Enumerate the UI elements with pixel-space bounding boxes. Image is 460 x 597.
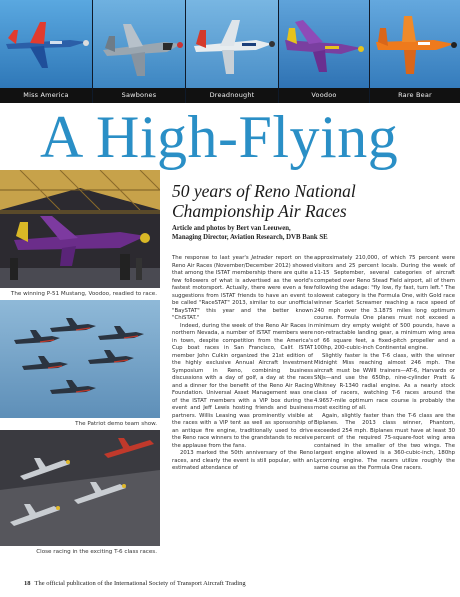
page-footer — [24, 580, 454, 587]
byline-line-2: Managing Director, Aviation Research, DVB Bank SE — [172, 234, 328, 242]
photo-strip — [0, 0, 460, 103]
col1-paragraph-2: Indeed, during the week of the Reno Air Races in northern Nevada, a number of ISTAT members were in town, despite competition from the America's Cup boat races in San Francisco, Calif. ISTAT member John Culkin organized the 21st edition of the highly exclusive Annual Aircraft Investment Symposium in Reno, combining business discussions with a day of golf, a day at the races and a dinner for the benefit of the Reno Air Racing Foundation. Universal Asset Management was one of the ISTAT members with a VIP box during the event and Jeff Lewis hosting friends and business partners. Willis Leasing was prominently visible at the races with a VIP tent as well as sponsorship of an antique fire engine, traditionally used to drive the Reno race winners to the grandstands to receive the applause from the fans. — [172, 322, 313, 449]
voodoo-photo — [279, 0, 369, 88]
title-line-2: Championship Air Races — [172, 201, 347, 221]
col2-paragraph-2: Slightly faster is the T-6 class, with the winner Midnight Miss reaching almost 246 mph. The aircraft must be WWII trainers—AT-6, Harvards or SNJs—and use the 650hp, nine-cylinder Pratt & Whitney R-1340 radial engine. As a nearly stock class of racers, watching T-6 races around the 4.9657-mile optimum race course is probably the most exciting of all. — [314, 352, 455, 411]
title-line-1: 50 years of Reno National — [172, 181, 356, 201]
body-column-1 — [172, 255, 313, 473]
col1-p1-italic: Jetrader — [251, 255, 273, 261]
col1-paragraph-1 — [172, 255, 313, 323]
caption-voodoo: Voodoo — [279, 88, 369, 103]
page-number: 18 — [24, 580, 31, 587]
caption-sawbones: Sawbones — [93, 88, 185, 103]
miss-america-photo — [0, 0, 92, 88]
photo-tile-voodoo — [279, 0, 369, 103]
photo-tile-sawbones — [93, 0, 185, 103]
footer-text: The official publication of the International Society of Transport Aircraft Trading — [34, 580, 246, 587]
byline — [172, 224, 457, 242]
sawbones-photo — [93, 0, 185, 88]
caption-rare-bear: Rare Bear — [370, 88, 460, 103]
col1-p1-text-a: The response to last year's — [172, 255, 252, 261]
col1-paragraph-3: 2013 marked the 50th anniversary of the Reno races, and clearly the event is still popular, with an estimated attendance of — [172, 450, 313, 471]
photo-tile-miss-america — [0, 0, 92, 103]
t6-racers-photo — [0, 430, 160, 546]
col1-p1-text-b: report on the Reno Air Races (November/December 2012) showed that among the ISTAT membership there are quite a few followers of what is advertised as the world's fastest motorsport. Actually, there were even a few suggestions from ISTAT friends to have an event to be called "RaceSTAT" 2013, similar to our unofficial "BaySTAT" this year and the better known "ChiSTAT." — [172, 255, 313, 321]
rare-bear-photo — [370, 0, 460, 88]
caption-dreadnought: Dreadnought — [186, 88, 278, 103]
caption-voodoo-hangar: The winning P-51 Mustang, Voodoo, readied to race. — [10, 291, 157, 297]
body-column-2 — [314, 255, 455, 473]
photo-tile-dreadnought — [186, 0, 278, 103]
article-title — [172, 181, 457, 221]
voodoo-hangar-photo — [0, 170, 160, 288]
col2-paragraph-3: Again, slightly faster than the T-6 class are the Biplanes. The 2013 class winner, Phantom, exceeded 254 mph. Biplanes must have at least 30 percent of the required 75-square-foot wing area contained in the smaller of the two wings. The largest engine allowed is a 360-cubic-inch, 180hp Lycoming engine. The racers utilize roughly the same course as the Formula One racers. — [314, 412, 455, 471]
col2-paragraph-1: approximately 210,000, of which 75 percent were visitors and 25 percent locals. During the week of 11-15 September, several categories of aircraft competed over Reno Stead Field airport, all of them following the adage: "fly low, fly fast, turn left." The slowest category is the Formula One, with Gold race winner Scarlet Screamer reaching a race speed of 240 mph over the 3.1875 miles long optimum course. Formula One planes must not exceed a minimum dry empty weight of 500 pounds, have a non-retractable landing gear, a minimum wing area of 66 square feet, a fixed-pitch propeller and a 100hp, 200-cubic-inch Continental engine. — [314, 255, 455, 351]
patriot-team-photo — [0, 300, 160, 418]
dreadnought-photo — [186, 0, 278, 88]
caption-patriot-team: The Patriot demo team show. — [75, 421, 157, 427]
caption-t6-racers: Close racing in the exciting T-6 class races. — [36, 549, 157, 555]
byline-line-1: Article and photos by Bert van Leeuwen, — [172, 225, 291, 232]
photo-tile-rare-bear — [370, 0, 460, 103]
caption-miss-america: Miss America — [0, 88, 92, 103]
headline: A High-Flying — [40, 104, 399, 170]
